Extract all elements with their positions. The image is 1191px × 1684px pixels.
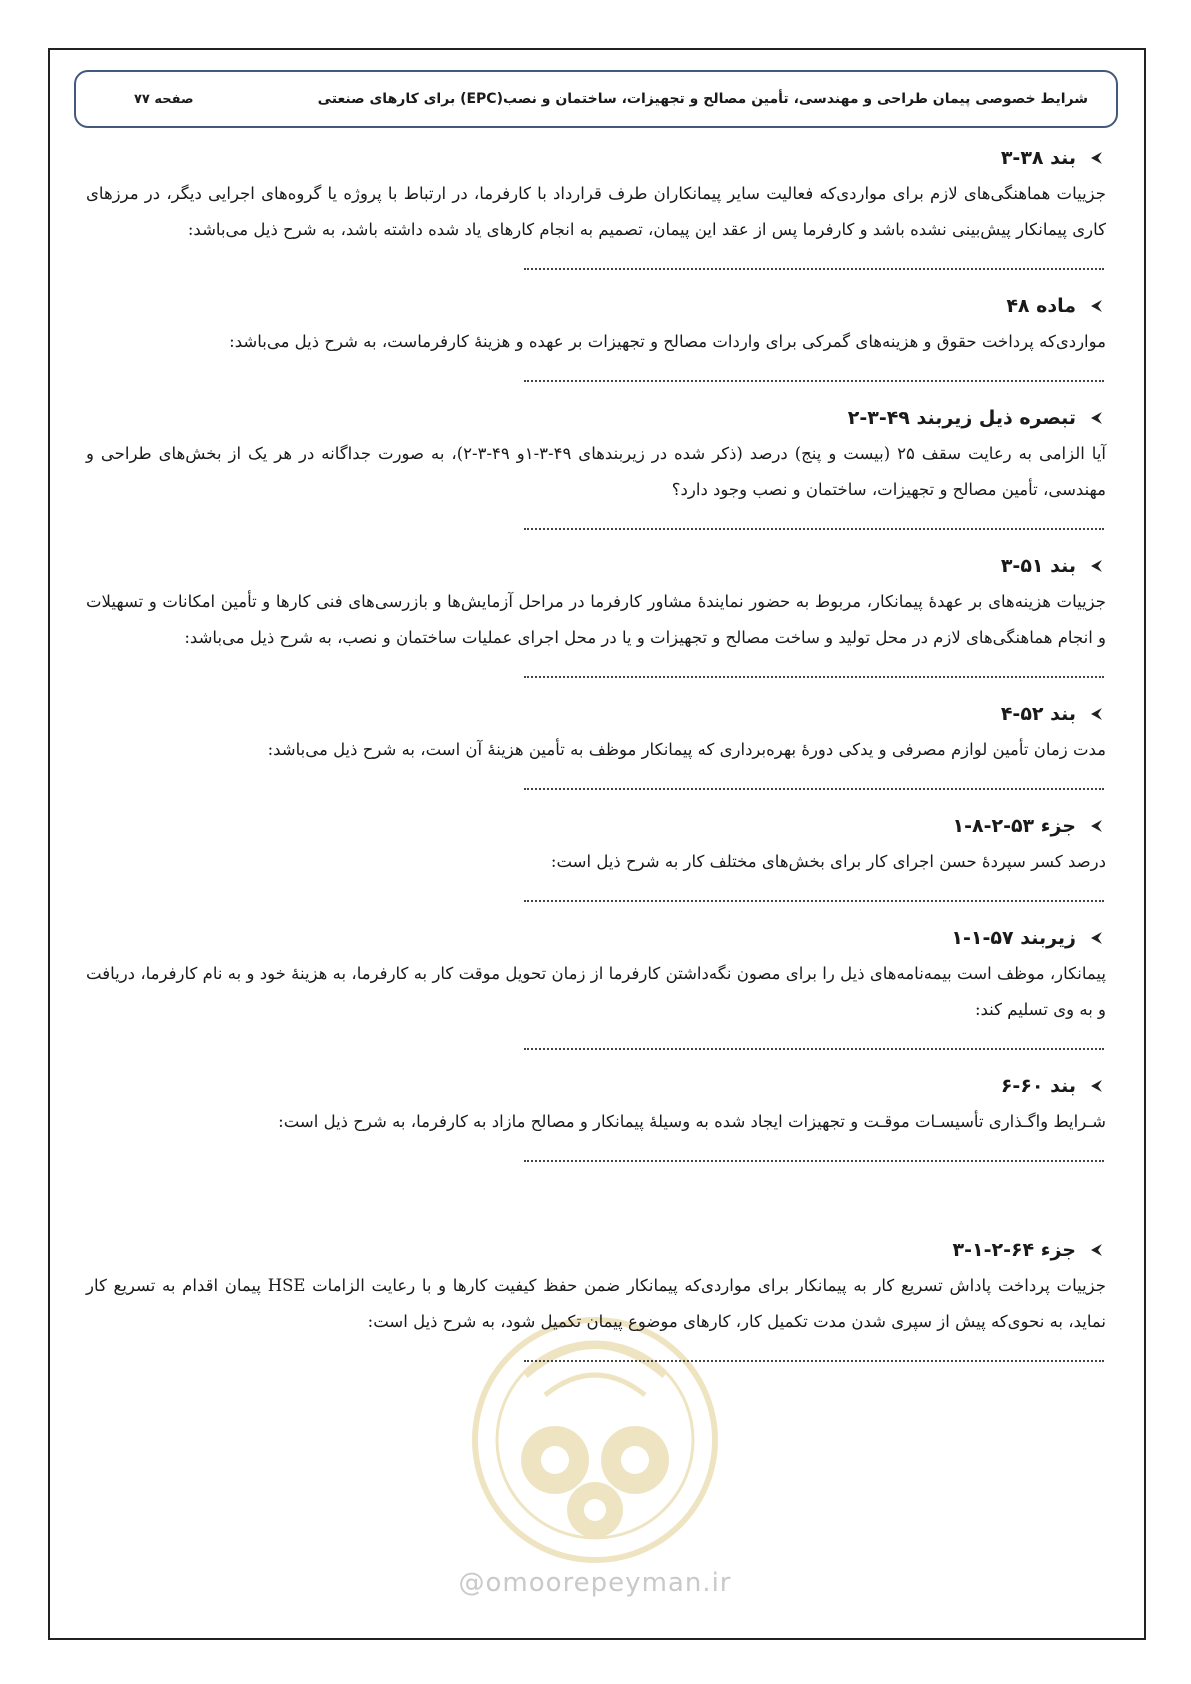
section-body: مواردی‌که پرداخت حقوق و هزینه‌های گمرکی برای واردات مصالح و تجهیزات بر عهده و هزینهٔ کارفرماست، به شرح ذیل می‌باشد: [229, 332, 1106, 351]
fill-in-dotted-line [524, 886, 1104, 902]
section [86, 808, 1106, 902]
section-body: آیا الزامی به رعایت سقف ۲۵ (بیست و پنج) درصد (ذکر شده در زیربندهای ۴۹-۳-۱و ۴۹-۳-۲)، به صورت جداگانه در هر یک از بخش‌های طراحی و مهندسی، تأمین مصالح و تجهیزات، ساختمان و نصب وجود دارد؟ [86, 444, 1106, 499]
fill-in-dotted-line [524, 662, 1104, 678]
section [86, 140, 1106, 270]
fill-in-dotted-line [524, 774, 1104, 790]
section-heading [86, 1232, 1106, 1268]
page-number: صفحه ۷۷ [134, 91, 194, 107]
fill-in-dotted-line [524, 1034, 1104, 1050]
section-heading-text: جزء ۶۴-۲-۱-۳ [952, 1239, 1076, 1261]
fill-in-dotted-line [524, 1346, 1104, 1362]
fill-in-dotted-line [524, 1146, 1104, 1162]
section-heading [86, 400, 1106, 436]
section-heading-text: بند ۵۲-۴ [1000, 703, 1076, 725]
section-heading-text: جزء ۵۳-۲-۸-۱ [952, 815, 1076, 837]
arrowhead-bullet-icon [1088, 817, 1106, 835]
section [86, 548, 1106, 678]
fill-in-dotted-line [524, 514, 1104, 530]
arrowhead-bullet-icon [1088, 557, 1106, 575]
section-heading-text: بند ۶۰-۶ [1000, 1075, 1076, 1097]
section [86, 288, 1106, 382]
section-heading-text: تبصره ذیل زیربند ۴۹-۳-۲ [847, 407, 1076, 429]
section-body: درصد کسر سپردهٔ حسن اجرای کار برای بخش‌های مختلف کار به شرح ذیل است: [550, 852, 1106, 871]
section-heading-text: ماده ۴۸ [1006, 295, 1076, 317]
section [86, 1068, 1106, 1162]
arrowhead-bullet-icon [1088, 929, 1106, 947]
arrowhead-bullet-icon [1088, 297, 1106, 315]
section-heading [86, 1068, 1106, 1104]
section [86, 696, 1106, 790]
arrowhead-bullet-icon [1088, 705, 1106, 723]
section-heading [86, 288, 1106, 324]
section-body: شـرایط واگـذاری تأسیسـات موقـت و تجهیزات ایجاد شده به وسیلهٔ پیمانکار و مصالح مازاد به کارفرما، به شرح ذیل است: [278, 1112, 1106, 1131]
arrowhead-bullet-icon [1088, 1241, 1106, 1259]
section-heading [86, 140, 1106, 176]
page-header [74, 70, 1118, 128]
section-heading-text: بند ۵۱-۳ [1000, 555, 1076, 577]
section-heading [86, 696, 1106, 732]
section-body: جزییات هماهنگی‌های لازم برای مواردی‌که فعالیت سایر پیمانکاران طرف قرارداد با کارفرما، در ارتباط با پروژه یا گروه‌های اجرایی دیگر، در مرزهای کاری پیمانکار پیش‌بینی نشده باشد و کارفرما پس از عقد این پیمان، تصمیم به انجام کارهای یاد شده داشته باشد، به شرح ذیل می‌باشد: [86, 184, 1106, 239]
fill-in-dotted-line [524, 366, 1104, 382]
spacer [86, 1180, 1106, 1232]
section [86, 1232, 1106, 1362]
fill-in-dotted-line [524, 254, 1104, 270]
section-heading-text: بند ۳۸-۳ [1000, 147, 1076, 169]
section-body: جزییات هزینه‌های بر عهدهٔ پیمانکار، مربوط به حضور نمایندهٔ مشاور کارفرما در مراحل آزمایش‌ها و بازرسی‌های فنی کارها و تأمین امکانات و تسهیلات و انجام هماهنگی‌های لازم در محل تولید و ساخت مصالح و تجهیزات و یا در محل اجرای عملیات ساختمان و نصب، به شرح ذیل می‌باشد: [86, 592, 1106, 647]
section-body: پیمانکار، موظف است بیمه‌نامه‌های ذیل را برای مصون نگه‌داشتن کارفرما از زمان تحویل موقت کار به کارفرما، به هزینهٔ خود و به نام کارفرما، دریافت و به وی تسلیم کند: [86, 964, 1106, 1019]
section [86, 400, 1106, 530]
document-content [86, 140, 1106, 1380]
arrowhead-bullet-icon [1088, 149, 1106, 167]
header-title: شرایط خصوصی پیمان طراحی و مهندسی، تأمین مصالح و تجهیزات، ساختمان و نصب(EPC) برای کارهای صنعتی [317, 91, 1088, 107]
section [86, 920, 1106, 1050]
section-heading-text: زیربند ۵۷-۱-۱ [951, 927, 1076, 949]
section-body: مدت زمان تأمین لوازم مصرفی و یدکی دورهٔ بهره‌برداری که پیمانکار موظف به تأمین هزینهٔ آن است، به شرح ذیل می‌باشد: [267, 740, 1106, 759]
section-body: جزییات پرداخت پاداش تسریع کار به پیمانکار برای مواردی‌که پیمانکار ضمن حفظ کیفیت کارها و با رعایت الزامات HSE پیمان اقدام به تسریع کار نماید، به نحوی‌که پیش از سپری شدن مدت تکمیل کار، کارهای موضوع پیمان تکمیل شود، به شرح ذیل است: [86, 1276, 1106, 1331]
section-heading [86, 920, 1106, 956]
section-heading [86, 808, 1106, 844]
arrowhead-bullet-icon [1088, 409, 1106, 427]
watermark-text: @omoorepeyman.ir [458, 1568, 732, 1598]
arrowhead-bullet-icon [1088, 1077, 1106, 1095]
section-heading [86, 548, 1106, 584]
